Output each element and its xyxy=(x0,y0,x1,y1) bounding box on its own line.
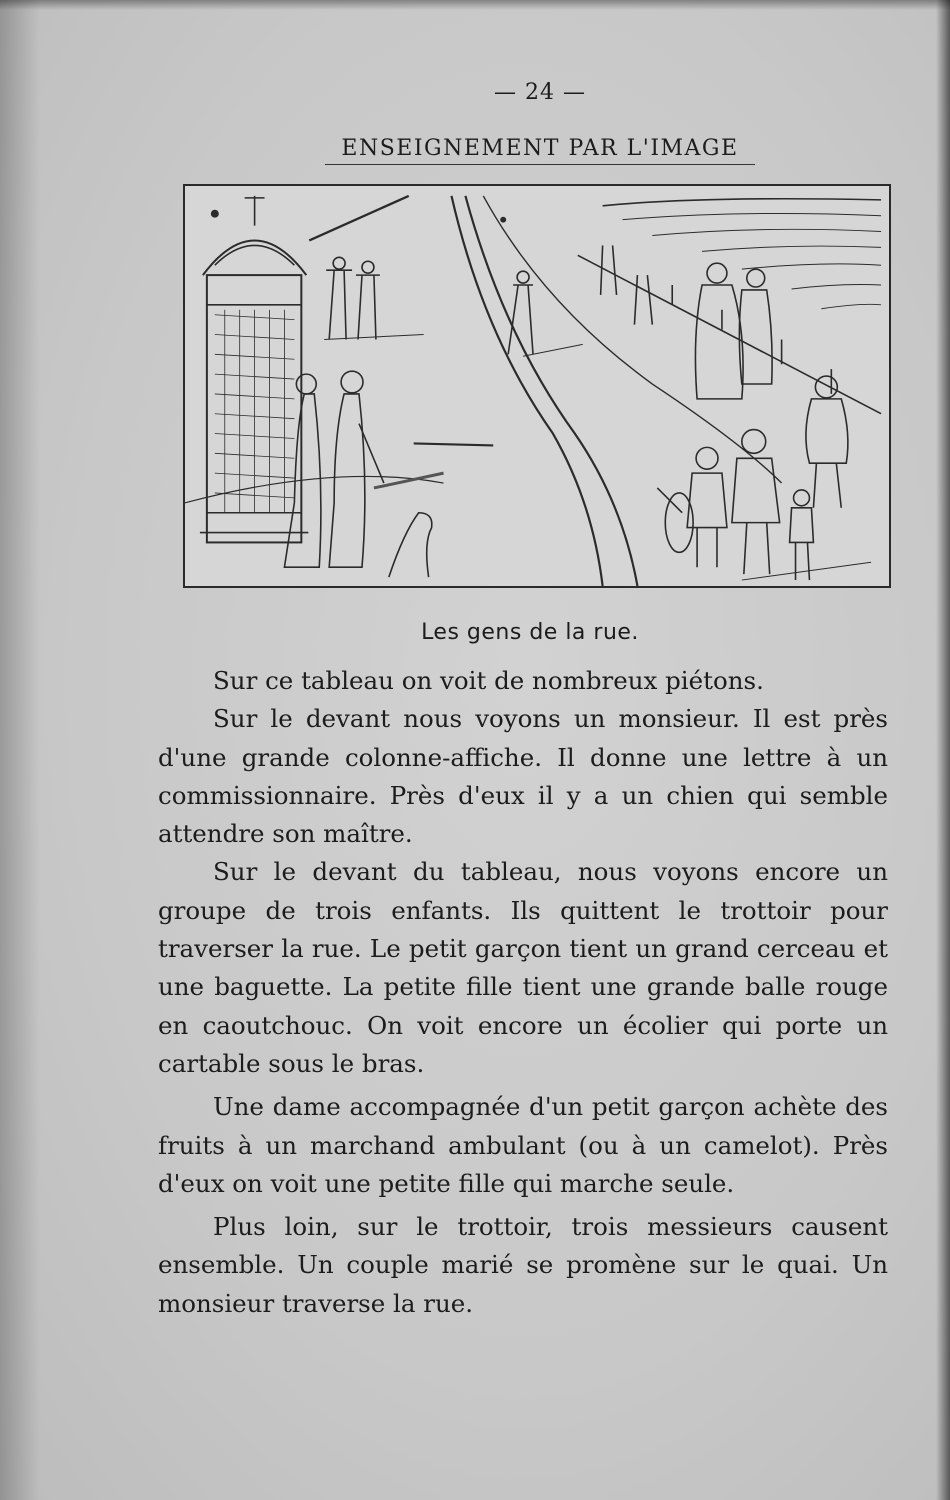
paragraph: Une dame accompagnée d'un petit garçon achète des fruits à un marchand ambulant (ou à un camelot). Près d'eux on voit une petite fille qui marche seule. xyxy=(158,1092,888,1198)
street-scene-drawing xyxy=(185,186,889,586)
street-scene-illustration xyxy=(183,184,891,588)
paragraph: Sur ce tableau on voit de nombreux piétons. xyxy=(213,666,764,695)
body-text xyxy=(158,662,888,1323)
paragraph: Sur le devant nous voyons un monsieur. Il est près d'une grande colonne-affiche. Il donne une lettre à un commissionnaire. Près d'eux il y a un chien qui semble attendre son maître. xyxy=(158,704,888,849)
page-number: — 24 — xyxy=(494,80,586,105)
page-edge-shadow xyxy=(936,0,950,1500)
running-head: ENSEIGNEMENT PAR L'IMAGE xyxy=(325,136,755,165)
page-top-shadow xyxy=(0,0,950,10)
page-gutter-shadow xyxy=(0,0,40,1500)
paragraph: Plus loin, sur le trottoir, trois messieurs causent ensemble. Un couple marié se promène sur le quai. Un monsieur traverse la rue. xyxy=(158,1212,888,1318)
paragraph: Sur le devant du tableau, nous voyons encore un groupe de trois enfants. Ils quittent le trottoir pour traverser la rue. Le petit garçon tient un grand cerceau et une baguette. La petite fille tient une grande balle rouge en caoutchouc. On voit encore un écolier qui porte un cartable sous le bras. xyxy=(158,857,888,1078)
illustration-caption: Les gens de la rue. xyxy=(421,620,639,645)
